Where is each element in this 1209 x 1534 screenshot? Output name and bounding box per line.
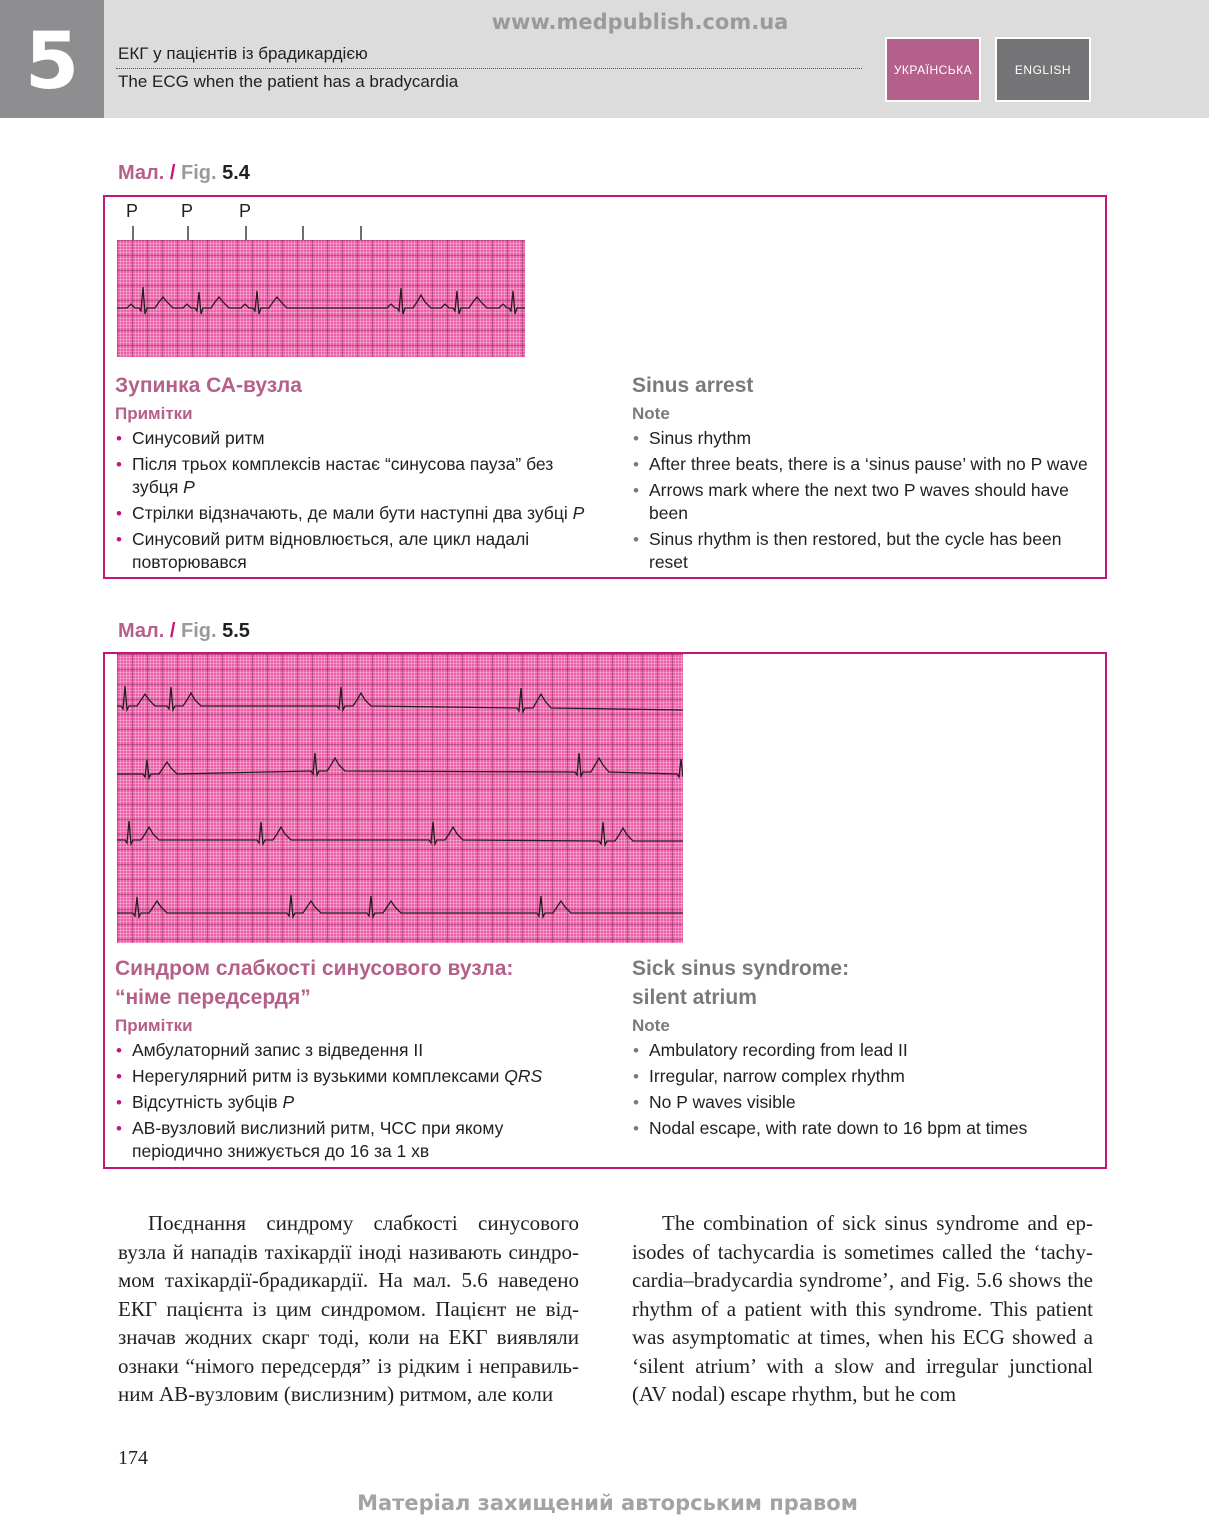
ecg-strip-sinus-arrest xyxy=(117,240,525,357)
fig55-notes-heading-en: Note xyxy=(632,1016,670,1035)
fig55-notes-list-ua xyxy=(115,1039,585,1166)
ecg-trace xyxy=(117,240,525,357)
list-item: • Синусовий ритм xyxy=(116,428,265,448)
list-item: • Амбулаторний запис з відведення II xyxy=(116,1040,424,1060)
p-wave-label: P xyxy=(181,201,194,221)
fig54-title-en: Sinus arrest xyxy=(632,374,754,397)
list-item: • Відсутність зубців P xyxy=(116,1092,295,1112)
fig-label-en: Fig. xyxy=(180,162,217,184)
fig55-notes-list-en xyxy=(632,1039,1097,1143)
fig54-notes-list-en xyxy=(632,427,1097,577)
fig-label-ua: Мал. xyxy=(118,620,165,642)
list-item: • Irregular, narrow complex rhythm xyxy=(633,1066,905,1086)
list-item: • Після трьох комплексів настає “синусова пауза” без зубця P xyxy=(116,454,554,497)
chapter-number: 5 xyxy=(24,17,80,107)
fig55-title-en xyxy=(632,954,849,1012)
fig55-title-en-line1: Sick sinus syndrome: xyxy=(632,957,850,980)
list-item: • Sinus rhythm xyxy=(633,428,752,448)
fig-label-en: Fig. xyxy=(180,620,217,642)
copyright-watermark: Матеріал захищений авторським правом xyxy=(357,1491,858,1515)
fig54-notes-list-ua xyxy=(115,427,585,577)
language-button-ukrainian[interactable]: УКРАЇНСЬКА xyxy=(885,37,981,102)
fig55-title-ua xyxy=(115,954,513,1012)
body-paragraph-ua: Поєднання синдрому слабкості синусового вузла й нападів тахікардії іноді називають синдромом тахікардії-брадикардії. На мал. 5.6 наведено ЕКГ пацієнта із цим синдромом. Пацієнт не відзначав жодних скарг тоді, коли на ЕКГ виявляли ознаки “німого передсердя” із рідким і неправильним АВ-вузловим (вислизним) ритмом, але коли xyxy=(118,1211,579,1406)
body-paragraph-en: The combination of sick sinus syndrome and episodes of tachycardia is sometimes called the ‘tachycardia–bradycardia syndrome’, and Fig. 5.6 shows the rhythm of a patient with this syndrome. This patient was asymptomatic at times, when his ECG showed a ‘silent atrium’ with a slow and irregular junctional (AV nodal) escape rhythm, but he com xyxy=(632,1211,1093,1406)
fig54-notes-heading-en: Note xyxy=(632,404,670,423)
running-title-en: The ECG when the patient has a bradycardia xyxy=(118,72,459,91)
ecg-strip-silent-atrium xyxy=(117,654,683,943)
site-url-watermark: www.medpublish.com.ua xyxy=(491,10,789,34)
fig55-notes-heading-ua: Примітки xyxy=(115,1016,193,1035)
fig54-title-ua: Зупинка СА-вузла xyxy=(115,374,302,397)
list-item: • No P waves visible xyxy=(633,1092,796,1112)
p-wave-label: P xyxy=(239,201,252,221)
list-item: • Sinus rhythm is then restored, but the cycle has been reset xyxy=(633,529,1062,572)
page-number: 174 xyxy=(118,1447,148,1469)
list-item: • Синусовий ритм відновлюється, але цикл надалі повторювався xyxy=(116,529,530,572)
fig-label-ua: Мал. xyxy=(118,162,165,184)
language-button-english[interactable]: ENGLISH xyxy=(995,37,1091,102)
fig-label-slash: / xyxy=(169,620,176,642)
fig-label-number: 5.4 xyxy=(222,162,250,184)
fig55-title-ua-line2: “німе передсердя” xyxy=(115,986,311,1009)
list-item: • Arrows mark where the next two P waves should have been xyxy=(633,480,1069,523)
list-item: • Нерегулярний ритм із вузькими комплексами QRS xyxy=(116,1066,543,1086)
fig55-title-ua-line1: Синдром слабкості синусового вузла: xyxy=(115,957,514,980)
list-item: • Nodal escape, with rate down to 16 bpm at times xyxy=(633,1118,1028,1138)
fig-label-slash: / xyxy=(169,162,176,184)
list-item: • After three beats, there is a ‘sinus pause’ with no P wave xyxy=(633,454,1088,474)
fig-label-number: 5.5 xyxy=(222,620,250,642)
figure-5-5-label xyxy=(118,620,250,643)
list-item: • Ambulatory recording from lead II xyxy=(633,1040,908,1060)
fig54-notes-heading-ua: Примітки xyxy=(115,404,193,423)
list-item: • Стрілки відзначають, де мали бути наступні два зубці P xyxy=(116,503,585,523)
list-item: • АВ-вузловий вислизний ритм, ЧСС при якому періодично знижується до 16 за 1 хв xyxy=(116,1118,504,1161)
ecg-trace xyxy=(117,654,683,943)
running-title-ua: ЕКГ у пацієнтів із брадикардією xyxy=(118,44,368,63)
p-wave-label: P xyxy=(126,201,139,221)
fig55-title-en-line2: silent atrium xyxy=(632,986,757,1009)
